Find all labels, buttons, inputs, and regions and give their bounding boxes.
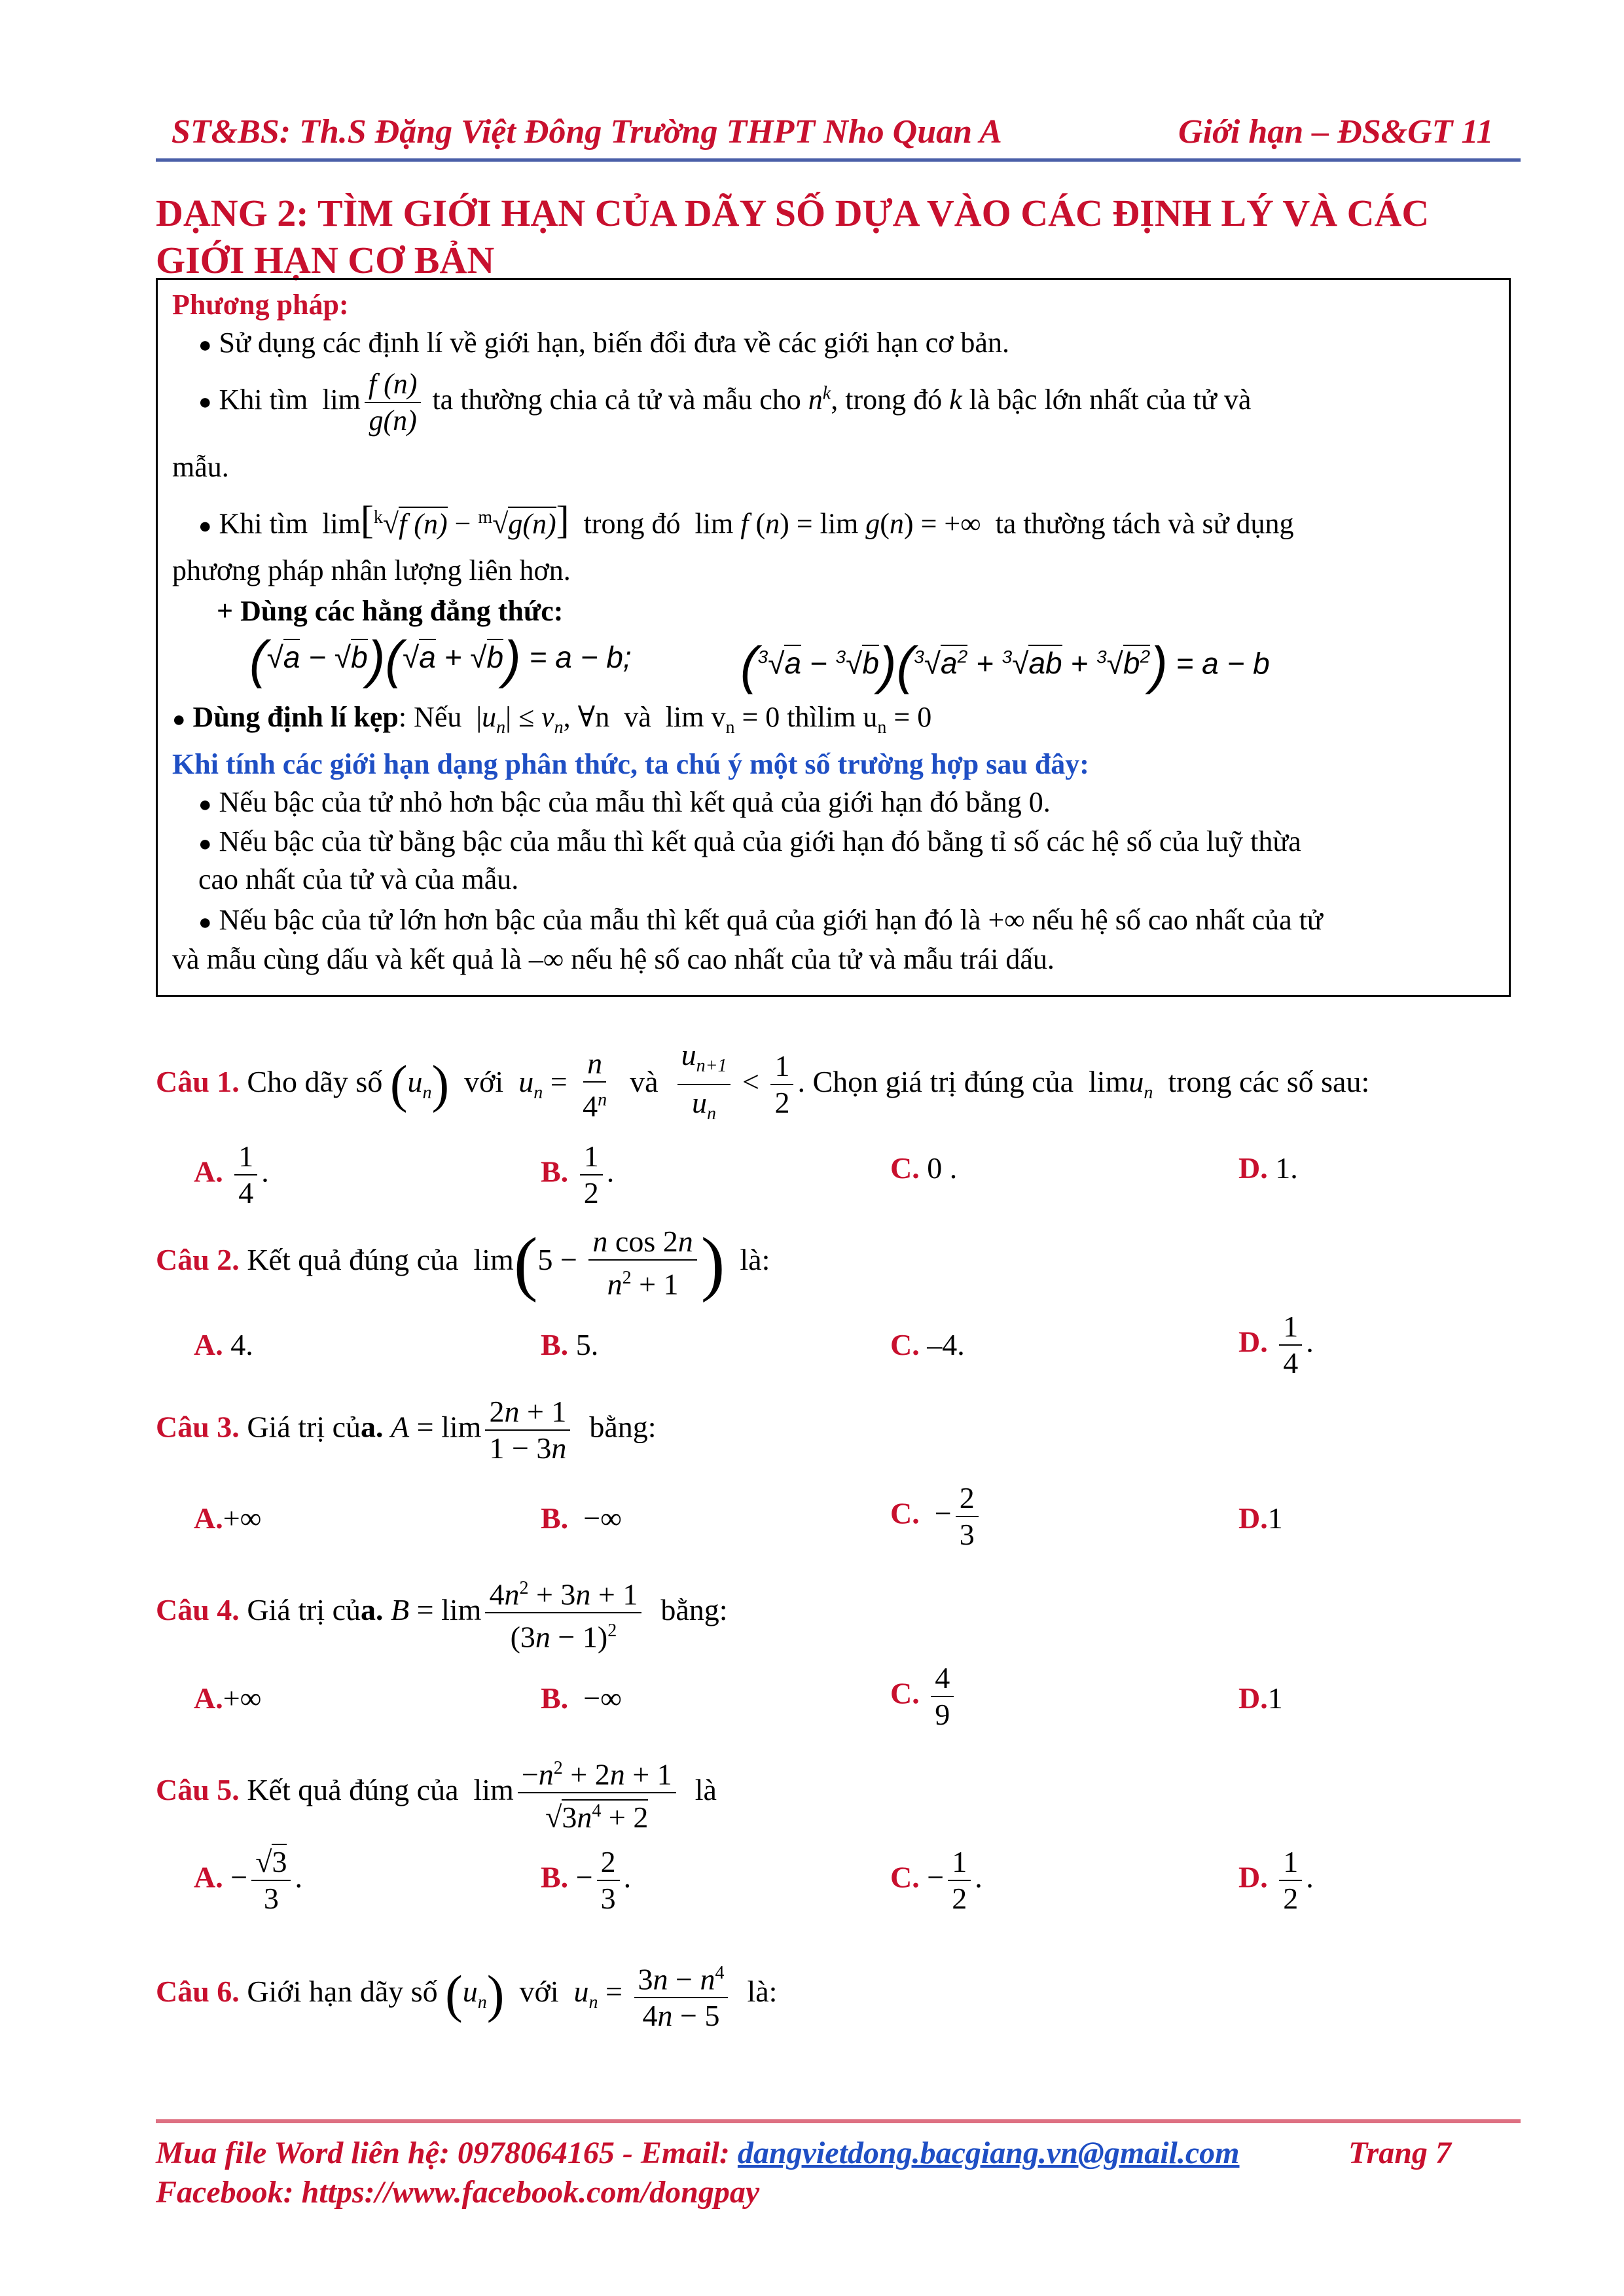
header-right: Giới hạn – ĐS&GT 11 bbox=[1178, 113, 1494, 151]
question-1: Câu 1. Cho dãy số $(u_n)$ với $u_n$ = $\frac{n}{4^n}$ và $\frac{u_{n+1}}{u_n}$ < $\frac{1}{2}$ . Chọn giá trị đúng của limu$_n$ trong các số sau: bbox=[156, 1038, 1370, 1124]
q3-option-c[interactable]: C. − $\frac{2}{3}$ bbox=[890, 1480, 983, 1552]
question-4: Câu 4. Giá trị của. B = lim $\frac{4n^2 + 3n + 1}{(3n - 1)^2}$ bằng: bbox=[156, 1571, 728, 1655]
q5-option-a[interactable]: A. − $\frac{√3}{3}$ . bbox=[194, 1845, 302, 1915]
q1-option-c[interactable]: C. 0 . bbox=[890, 1151, 958, 1185]
method-heading: Phương pháp: bbox=[172, 289, 349, 321]
q4-option-b[interactable]: B. −∞ bbox=[541, 1681, 622, 1715]
q2-option-b[interactable]: B. 5. bbox=[541, 1328, 599, 1361]
q1-option-b[interactable]: B. $\frac{1}{2}$ . bbox=[541, 1139, 615, 1210]
rational-rule-2b: cao nhất của tử và của mẫu. bbox=[198, 863, 519, 895]
footer-rule bbox=[156, 2119, 1521, 2123]
q2-option-c[interactable]: C. –4. bbox=[890, 1328, 965, 1361]
q5-option-b[interactable]: B. − $\frac{2}{3}$ . bbox=[541, 1845, 632, 1915]
rational-rule-2a: ● Nếu bậc của từ bằng bậc của mẫu thì kết quả của giới hạn đó bằng tỉ số các hệ số của luỹ thừa bbox=[198, 825, 1301, 857]
question-2: Câu 2. Kết quả đúng của lim(5 − $\frac{\text{n cos 2n}}{n^2 + 1}$ ) là: bbox=[156, 1223, 770, 1303]
q4-option-d[interactable]: D.1 bbox=[1238, 1681, 1283, 1715]
rational-rule-3b: và mẫu cùng dấu và kết quả là –∞ nếu hệ số cao nhất của tử và mẫu trái dấu. bbox=[172, 943, 1055, 975]
question-5: Câu 5. Kết quả đúng của lim $\frac{-n^2 + 2n + 1}{√3n^4 + 2}$ là bbox=[156, 1751, 717, 1835]
q5-option-c[interactable]: C. − $\frac{1}{2}$ . bbox=[890, 1845, 983, 1915]
q2-option-d[interactable]: D. $\frac{1}{4}$ . bbox=[1238, 1310, 1314, 1380]
identities-heading: + Dùng các hằng đẳng thức: bbox=[217, 595, 564, 627]
header-rule bbox=[156, 158, 1521, 162]
q3-option-d[interactable]: D.1 bbox=[1238, 1501, 1283, 1535]
footer-facebook[interactable]: Facebook: https://www.facebook.com/dongpay bbox=[156, 2175, 760, 2210]
q5-option-d[interactable]: D. $\frac{1}{2}$ . bbox=[1238, 1845, 1314, 1915]
squeeze-theorem: ● Dùng định lí kẹp: Nếu $|u_n| \le v_n$, ∀n và $\lim v_n = 0$ thìlim $u_n = 0$ bbox=[172, 701, 932, 738]
q3-option-b[interactable]: B. −∞ bbox=[541, 1501, 622, 1535]
identity-square-roots: (√a − √b)(√a + √b) = a − b; bbox=[249, 630, 632, 689]
q1-option-d[interactable]: D. 1. bbox=[1238, 1151, 1298, 1185]
q2-option-a[interactable]: A. 4. bbox=[194, 1328, 253, 1361]
q4-option-c[interactable]: C. $\frac{4}{9}$ bbox=[890, 1660, 958, 1732]
q4-option-a[interactable]: A.+∞ bbox=[194, 1681, 262, 1715]
rational-rule-1: ● Nếu bậc của tử nhỏ hơn bậc của mẫu thì kết quả của giới hạn đó bằng 0. bbox=[198, 786, 1051, 818]
footer-page-number: Trang 7 bbox=[1348, 2136, 1451, 2170]
question-6: Câu 6. Giới hạn dãy số $(u_n)$ với $u_n$ = $\frac{3n - n^4}{4n - 5}$ là: bbox=[156, 1956, 777, 2034]
method-bullet-3: ● Khi tìm lim[$^k$√f (n) − $^m$√g(n)] trong đó lim f (n) = lim g(n) = +∞ ta thường tách và sử dụng bbox=[198, 498, 1294, 542]
q1-option-a[interactable]: A. $\frac{1}{4}$ . bbox=[194, 1139, 269, 1210]
identity-cube-roots: $(^3√a - ^3√b)(^3√a^2 + ^3√ab + ^3√b^2) = a - b$ bbox=[740, 636, 1270, 695]
q3-option-a[interactable]: A.+∞ bbox=[194, 1501, 262, 1535]
rational-rule-3a: ● Nếu bậc của tử lớn hơn bậc của mẫu thì kết quả của giới hạn đó là +∞ nếu hệ số cao nhất của tử bbox=[198, 904, 1323, 936]
method-bullet-3-cont: phương pháp nhân lượng liên hơn. bbox=[172, 554, 571, 586]
header-left: ST&BS: Th.S Đặng Việt Đông Trường THPT Nho Quan A bbox=[171, 113, 1002, 151]
method-bullet-1: ● Sử dụng các định lí về giới hạn, biến đổi đưa về các giới hạn cơ bản. bbox=[198, 327, 1009, 359]
method-bullet-2-cont: mẫu. bbox=[172, 451, 229, 483]
method-box bbox=[156, 278, 1511, 997]
rational-heading: Khi tính các giới hạn dạng phân thức, ta chú ý một số trường hợp sau đây: bbox=[172, 748, 1089, 780]
section-title: DẠNG 2: TÌM GIỚI HẠN CỦA DÃY SỐ DỰA VÀO CÁC ĐỊNH LÝ VÀ CÁC GIỚI HẠN CƠ BẢN bbox=[156, 192, 1430, 281]
footer-contact: Mua file Word liên hệ: 0978064165 - Email: dangvietdong.bacgiang.vn@gmail.com bbox=[156, 2136, 1240, 2170]
method-bullet-2: ● Khi tìm lim $\frac{f (n)}{g(n)}$ ta thường chia cả tử và mẫu cho $n^k$, trong đó k là bậc lớn nhất của tử và bbox=[198, 368, 1252, 437]
question-3: Câu 3. Giá trị của. A = lim $\frac{2n + 1}{1 - 3n}$ bằng: bbox=[156, 1395, 657, 1465]
footer-email-link[interactable]: dangvietdong.bacgiang.vn@gmail.com bbox=[737, 2136, 1240, 2170]
